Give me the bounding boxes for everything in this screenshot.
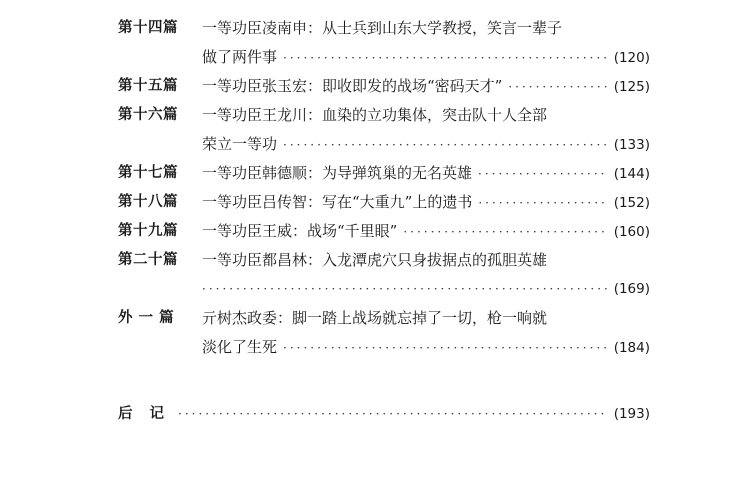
toc-entry-body xyxy=(202,159,650,188)
toc-entry-line xyxy=(202,304,650,333)
toc-entry-page-number: (184) xyxy=(613,340,650,356)
toc-entry-title-continued: 荣立一等功 xyxy=(202,135,278,153)
toc-entry-label: 第十五篇 xyxy=(118,78,178,94)
toc-entry-title: 一等功臣张玉宏：即收即发的战场“密码天才” xyxy=(202,77,503,95)
toc-entry-17[interactable] xyxy=(118,159,650,188)
toc-entry-label: 第十七篇 xyxy=(118,165,178,181)
toc-entry-body xyxy=(202,304,650,362)
toc-entry-line xyxy=(202,72,650,101)
toc-entry-body xyxy=(202,246,650,304)
toc-entry-18[interactable] xyxy=(118,188,650,217)
toc-entry-line xyxy=(202,159,650,188)
dot-leader xyxy=(478,189,607,218)
toc-entry-line xyxy=(202,14,650,43)
dot-leader xyxy=(283,131,608,160)
dot-leader xyxy=(178,400,608,429)
toc-entry-label: 后 记 xyxy=(118,406,171,422)
toc-entry-body xyxy=(202,72,650,101)
toc-entry-title: 一等功臣吕传智：写在“大重九”上的遗书 xyxy=(202,193,473,211)
toc-entry-body xyxy=(202,101,650,159)
toc-entry-title: 一等功臣凌南申：从士兵到山东大学教授，笑言一辈子 xyxy=(202,19,563,37)
toc-entry-title-continued: 淡化了生死 xyxy=(202,338,278,356)
toc-entry-body xyxy=(178,400,650,429)
toc-entry-label: 第二十篇 xyxy=(118,252,178,268)
dot-leader xyxy=(202,275,608,304)
toc-entry-line xyxy=(202,43,650,72)
toc-entry-line xyxy=(178,400,650,429)
toc-entry-line xyxy=(202,275,650,304)
toc-entry-body xyxy=(202,188,650,217)
toc-entry-title: 亓树杰政委：脚一踏上战场就忘掉了一切，枪一响就 xyxy=(202,309,548,327)
toc-entry-page-number: (120) xyxy=(613,50,650,66)
toc-entry-label: 第十四篇 xyxy=(118,20,178,36)
toc-entry-20[interactable] xyxy=(118,246,650,304)
toc-entry-title-continued: 做了两件事 xyxy=(202,48,278,66)
dot-leader xyxy=(508,73,607,102)
toc-entry-line xyxy=(202,130,650,159)
toc-entry-title: 一等功臣王威：战场“千里眼” xyxy=(202,222,398,240)
toc-entry-label: 第十八篇 xyxy=(118,194,178,210)
toc-entry-page-number: (193) xyxy=(613,406,650,422)
toc-entry-line xyxy=(202,246,650,275)
toc-entry-line xyxy=(202,217,650,246)
dot-leader xyxy=(403,218,607,247)
toc-entry-afterword[interactable] xyxy=(118,400,650,429)
table-of-contents xyxy=(118,14,650,422)
toc-entry-body xyxy=(202,14,650,72)
toc-entry-label: 第十九篇 xyxy=(118,223,178,239)
toc-entry-label: 外 一 篇 xyxy=(118,310,175,326)
dot-leader xyxy=(283,334,608,363)
toc-entry-title: 一等功臣都昌林：入龙潭虎穴只身拔据点的孤胆英雄 xyxy=(202,251,548,269)
toc-entry-19[interactable] xyxy=(118,217,650,246)
dot-leader xyxy=(478,160,608,189)
toc-entry-title: 一等功臣王龙川：血染的立功集体，突击队十人全部 xyxy=(202,106,548,124)
toc-entry-line xyxy=(202,188,650,217)
toc-entry-page-number: (160) xyxy=(613,224,650,240)
toc-entry-title: 一等功臣韩德顺：为导弹筑巢的无名英雄 xyxy=(202,164,473,182)
toc-entry-15[interactable] xyxy=(118,72,650,101)
toc-entry-page-number: (152) xyxy=(613,195,650,211)
toc-entry-extra[interactable] xyxy=(118,304,650,362)
toc-entry-line xyxy=(202,101,650,130)
toc-entry-14[interactable] xyxy=(118,14,650,72)
toc-entry-page-number: (133) xyxy=(613,137,650,153)
toc-entry-body xyxy=(202,217,650,246)
toc-entry-16[interactable] xyxy=(118,101,650,159)
toc-entry-page-number: (125) xyxy=(613,79,650,95)
toc-entry-page-number: (144) xyxy=(613,166,650,182)
toc-entry-page-number: (169) xyxy=(613,281,650,297)
dot-leader xyxy=(283,44,608,73)
toc-entry-label: 第十六篇 xyxy=(118,107,178,123)
toc-entry-line xyxy=(202,333,650,362)
